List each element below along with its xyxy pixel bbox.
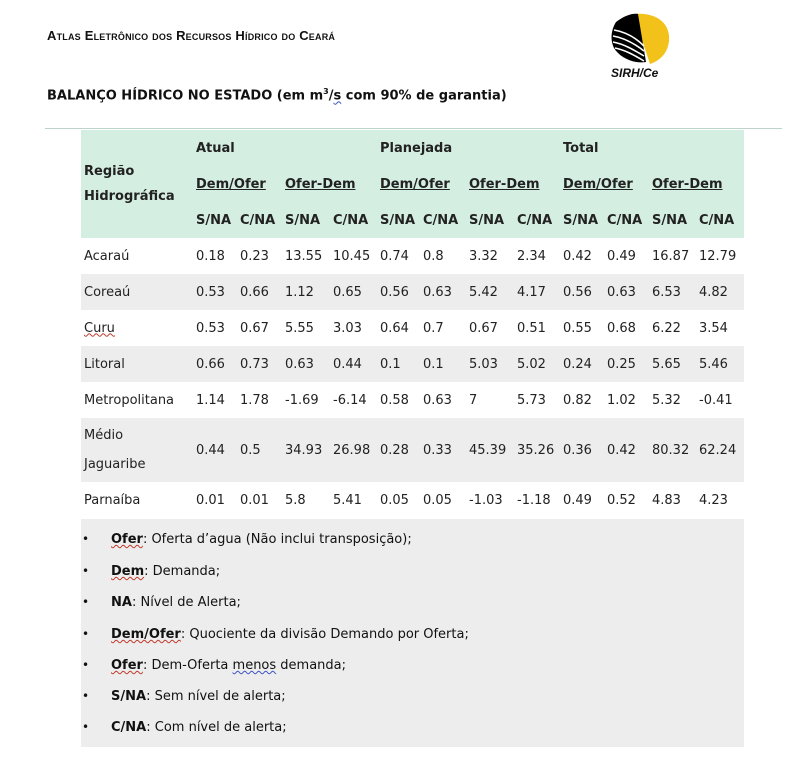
subgroup-header: Dem/Ofer (377, 166, 466, 202)
note-term: Dem (111, 564, 145, 579)
group-header-atual: Atual (193, 130, 377, 166)
note-desc: : Com nível de alerta; (146, 720, 287, 735)
value-cell: 6.22 (652, 320, 681, 336)
value-cell: 35.26 (514, 418, 560, 482)
region-cell: Metropolitana (84, 392, 175, 408)
column-header: C/NA (514, 202, 560, 238)
bullet-icon: • (82, 689, 90, 703)
value-cell: 45.39 (466, 418, 514, 482)
value-cell: 0.68 (607, 320, 636, 336)
value-cell: 0.7 (423, 320, 444, 336)
value-cell: 0.65 (330, 274, 377, 310)
column-header: C/NA (696, 202, 744, 238)
subgroup-header: Ofer-Dem (282, 166, 377, 202)
value-cell: 6.53 (649, 274, 696, 310)
table-row (81, 482, 744, 518)
value-cell: 0.33 (420, 418, 466, 482)
value-cell: 0.5 (237, 418, 282, 482)
value-cell: 1.02 (607, 392, 636, 408)
value-cell: 0.1 (377, 346, 420, 382)
table-row (81, 418, 744, 482)
value-cell: 0.36 (560, 418, 604, 482)
value-cell: -0.41 (699, 392, 733, 408)
value-cell: 0.8 (423, 248, 444, 264)
water-balance-table (81, 130, 744, 518)
column-header: C/NA (330, 202, 377, 238)
header-divider (45, 128, 782, 129)
region-header: Região Hidrográfica (81, 130, 193, 238)
value-cell: 0.55 (563, 320, 592, 336)
table-row (81, 346, 744, 382)
group-header-total: Total (560, 130, 744, 166)
subgroup-header: Ofer-Dem (466, 166, 560, 202)
value-cell: 2.34 (517, 248, 546, 264)
subgroup-header: Ofer-Dem (649, 166, 744, 202)
value-cell: 0.28 (377, 418, 420, 482)
value-cell: 0.53 (193, 274, 237, 310)
value-cell: 0.49 (563, 492, 592, 508)
value-cell: 0.42 (563, 248, 592, 264)
value-cell: 0.24 (560, 346, 604, 382)
value-cell: 5.8 (285, 492, 306, 508)
value-cell: 26.98 (330, 418, 377, 482)
value-cell: 3.54 (699, 320, 728, 336)
table-row (81, 310, 744, 346)
column-header: S/NA (560, 202, 604, 238)
value-cell: 0.58 (380, 392, 409, 408)
value-cell: 16.87 (652, 248, 690, 264)
value-cell: 12.79 (699, 248, 737, 264)
value-cell: 4.23 (699, 492, 728, 508)
value-cell: 0.25 (604, 346, 649, 382)
list-item (81, 557, 220, 585)
note-desc: demanda; (276, 658, 347, 673)
value-cell: -6.14 (333, 392, 367, 408)
value-cell: 0.63 (420, 274, 466, 310)
value-cell: 5.46 (696, 346, 744, 382)
region-cell: Médio Jaguaribe (81, 418, 193, 482)
region-cell: Coreaú (81, 274, 193, 310)
value-cell: -1.03 (469, 492, 503, 508)
value-cell: 0.66 (237, 274, 282, 310)
region-cell: Litoral (81, 346, 193, 382)
value-cell: 0.63 (423, 392, 452, 408)
column-header: C/NA (604, 202, 649, 238)
legend-notes (81, 519, 744, 747)
value-cell: 0.66 (193, 346, 237, 382)
bullet-icon: • (82, 564, 90, 578)
note-desc: : Dem-Oferta (142, 658, 233, 673)
value-cell: 0.44 (193, 418, 237, 482)
value-cell: 5.73 (517, 392, 546, 408)
table-row (81, 238, 744, 274)
value-cell: 3.32 (469, 248, 498, 264)
note-term: S/NA (111, 689, 147, 704)
bullet-icon: • (82, 627, 90, 641)
value-cell: 10.45 (333, 248, 371, 264)
value-cell: 0.42 (604, 418, 649, 482)
value-cell: 4.17 (514, 274, 560, 310)
column-header: S/NA (193, 202, 237, 238)
value-cell: 0.01 (196, 492, 225, 508)
value-cell: 1.14 (196, 392, 225, 408)
region-cell: Curu (84, 320, 115, 336)
note-term: C/NA (111, 720, 147, 735)
value-cell: 80.32 (649, 418, 696, 482)
value-cell: 0.23 (240, 248, 269, 264)
subgroup-header: Dem/Ofer (193, 166, 282, 202)
value-cell: 0.73 (237, 346, 282, 382)
value-cell: 0.05 (423, 492, 452, 508)
note-desc: : Nível de Alerta; (131, 595, 241, 610)
value-cell: 5.55 (285, 320, 314, 336)
value-cell: 0.53 (196, 320, 225, 336)
bullet-icon: • (82, 658, 90, 672)
bullet-icon: • (82, 532, 90, 546)
list-item (81, 588, 241, 616)
region-cell: Acaraú (84, 248, 130, 264)
note-desc: : Oferta d’agua (Não inclui transposição); (142, 532, 412, 547)
column-header: C/NA (237, 202, 282, 238)
note-term: NA (111, 595, 132, 610)
value-cell: 0.1 (420, 346, 466, 382)
list-item (81, 620, 469, 648)
column-header: S/NA (649, 202, 696, 238)
value-cell: -1.18 (517, 492, 551, 508)
column-header: S/NA (377, 202, 420, 238)
value-cell: 1.78 (240, 392, 269, 408)
value-cell: 0.74 (380, 248, 409, 264)
value-cell: 0.82 (563, 392, 592, 408)
value-cell: 5.42 (466, 274, 514, 310)
list-item (81, 682, 286, 710)
note-desc: : Demanda; (144, 564, 221, 579)
table-row (81, 274, 744, 310)
logo-text: SIRH/Ce (611, 66, 659, 80)
column-header: C/NA (420, 202, 466, 238)
value-cell: 0.01 (240, 492, 269, 508)
column-header: S/NA (466, 202, 514, 238)
region-cell: Parnaíba (84, 492, 141, 508)
note-desc: menos (232, 658, 277, 673)
value-cell: 5.02 (514, 346, 560, 382)
group-header-planejada: Planejada (377, 130, 560, 166)
value-cell: 0.64 (380, 320, 409, 336)
value-cell: 0.67 (469, 320, 498, 336)
value-cell: 3.03 (333, 320, 362, 336)
value-cell: 7 (469, 392, 478, 408)
value-cell: 0.63 (604, 274, 649, 310)
value-cell: 0.56 (377, 274, 420, 310)
value-cell: 1.12 (282, 274, 330, 310)
value-cell: 0.52 (607, 492, 636, 508)
table-row (81, 382, 744, 418)
note-desc: : Quociente da divisão Demando por Oferta; (180, 627, 469, 642)
value-cell: 34.93 (282, 418, 330, 482)
value-cell: 0.56 (560, 274, 604, 310)
list-item (81, 525, 412, 553)
column-header: S/NA (282, 202, 330, 238)
value-cell: 0.18 (196, 248, 225, 264)
value-cell: 0.49 (607, 248, 636, 264)
bullet-icon: • (82, 595, 90, 609)
value-cell: 4.82 (696, 274, 744, 310)
value-cell: 5.32 (652, 392, 681, 408)
value-cell: 0.51 (517, 320, 546, 336)
value-cell: 5.65 (649, 346, 696, 382)
value-cell: 62.24 (696, 418, 744, 482)
note-term: Ofer (111, 658, 143, 673)
subgroup-header: Dem/Ofer (560, 166, 649, 202)
atlas-title: Atlas Eletrônico dos Recursos Hídrico do Ceará (47, 28, 336, 43)
value-cell: 5.41 (333, 492, 362, 508)
balance-title: BALANÇO HÍDRICO NO ESTADO (em $m^3/s$ com 90% de garantia) (47, 87, 507, 104)
note-desc: : Sem nível de alerta; (146, 689, 286, 704)
value-cell: 5.03 (466, 346, 514, 382)
value-cell: 0.67 (240, 320, 269, 336)
list-item (81, 651, 346, 679)
value-cell: 0.05 (380, 492, 409, 508)
value-cell: 4.83 (652, 492, 681, 508)
value-cell: 0.63 (282, 346, 330, 382)
value-cell: -1.69 (285, 392, 319, 408)
bullet-icon: • (82, 720, 90, 734)
list-item (81, 713, 287, 741)
note-term: Dem/Ofer (111, 627, 181, 642)
note-term: Ofer (111, 532, 143, 547)
value-cell: 13.55 (285, 248, 323, 264)
value-cell: 0.44 (330, 346, 377, 382)
